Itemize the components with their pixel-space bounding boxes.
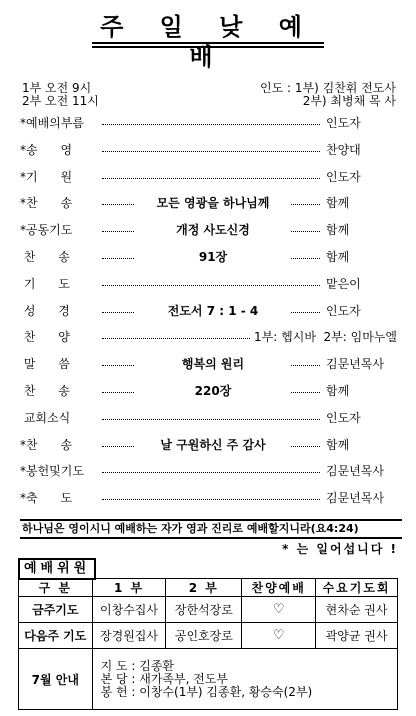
order-item	[20, 142, 400, 158]
order-item	[20, 169, 400, 185]
table-header: 구 분	[19, 579, 93, 597]
leader-dots	[102, 151, 320, 152]
order-item-label: 말 씀	[20, 357, 70, 372]
heart-icon: ♡	[242, 623, 316, 649]
order-item-label: *축 도	[20, 491, 73, 506]
order-item-role: 인도자	[326, 303, 361, 318]
order-item-detail: 개정 사도신경	[135, 222, 291, 238]
order-item-label: 찬 송	[20, 384, 70, 398]
table-header: 2 부	[166, 579, 242, 597]
table-row	[19, 623, 398, 649]
order-item	[20, 276, 400, 292]
leader-second: 2부) 최병채 목 사	[302, 94, 396, 108]
leader-dots	[102, 178, 320, 179]
order-item	[20, 356, 400, 372]
notice-content	[92, 649, 397, 710]
order-item-detail: 행복의 원리	[135, 356, 291, 372]
order-item-role: 함께	[326, 223, 350, 238]
scripture-verse: 하나님은 영이시니 예배하는 자가 영과 진리로 예배할지니라(요4:24)	[20, 519, 402, 539]
notice-line: 본 당 : 새가족부, 전도부	[100, 671, 229, 686]
order-item-detail: 91장	[135, 249, 291, 265]
order-item-detail: 1부: 헵시바 2부: 임마누엘	[251, 329, 400, 345]
order-item	[20, 490, 400, 506]
table-header-row	[19, 579, 398, 597]
leader-dots	[102, 472, 320, 473]
cell-first-service: 장경원집사	[92, 623, 166, 649]
order-item-detail: 날 구원하신 주 감사	[135, 437, 291, 453]
order-item	[20, 437, 400, 453]
order-item	[20, 222, 400, 238]
page-title: 주 일 낮 예 배	[100, 13, 316, 71]
order-item-label: *공동기도	[20, 223, 73, 238]
order-item-role: 김문년목사	[326, 357, 384, 372]
table-row	[19, 597, 398, 623]
order-item	[20, 195, 400, 211]
order-item-label: 성 경	[20, 303, 70, 318]
order-item-label: *예배의부름	[20, 116, 84, 130]
leader-dots	[102, 285, 320, 286]
order-item-label: *찬 송	[20, 437, 73, 452]
order-item-label: 찬 양	[20, 330, 70, 345]
leader-dots	[102, 499, 320, 500]
order-item-role: 인도자	[326, 116, 361, 130]
row-label: 금주기도	[19, 597, 93, 623]
leader-dots	[102, 124, 320, 125]
cell-first-service: 이창수집사	[92, 597, 166, 623]
order-item-detail: 전도서 7 : 1 - 4	[135, 303, 291, 319]
order-item-label: *기 원	[20, 169, 73, 184]
table-header: 수요기도회	[316, 579, 398, 597]
row-label: 다음주 기도	[19, 623, 93, 649]
order-item	[20, 410, 400, 426]
service-time-first: 1부 오전 9시	[22, 81, 92, 95]
order-item-label: *찬 송	[20, 196, 73, 211]
title-underline-2	[92, 46, 324, 48]
notice-line: 지 도 : 김종환	[100, 658, 175, 673]
title-underline	[92, 42, 324, 44]
service-time-second: 2부 오전 11시	[22, 94, 99, 108]
cell-second-service: 장한석장로	[166, 597, 242, 623]
order-item-role: 함께	[326, 196, 350, 211]
notice-row	[19, 649, 398, 710]
committee-table	[18, 578, 398, 710]
order-item-role: 찬양대	[326, 142, 361, 157]
order-item	[20, 303, 400, 319]
order-item-label: 교회소식	[20, 410, 71, 425]
table-header: 1 부	[92, 579, 166, 597]
leader-first: 인도 : 1부) 김찬휘 전도사	[260, 81, 396, 95]
order-item-label: *봉헌및기도	[20, 464, 84, 479]
committee-title: 예배위원	[18, 558, 96, 580]
stand-note: * 는 일어섭니다 !	[282, 542, 398, 556]
table-header: 찬양예배	[242, 579, 316, 597]
order-item-detail: 모든 영광을 하나님께	[135, 195, 291, 211]
order-item	[20, 383, 400, 399]
cell-wednesday: 현차순 권사	[316, 597, 398, 623]
order-item-label: 기 도	[20, 276, 70, 291]
order-item	[20, 463, 400, 479]
cell-wednesday: 곽양균 권사	[316, 623, 398, 649]
order-item-role: 김문년목사	[326, 491, 384, 506]
notice-label: 7월 안내	[19, 649, 93, 710]
notice-line: 봉 헌 : 이창수(1부) 김종환, 황승숙(2부)	[100, 684, 313, 699]
order-item-role: 함께	[326, 250, 350, 264]
order-item-role: 함께	[326, 437, 350, 452]
order-item-role: 함께	[326, 384, 350, 398]
order-item	[20, 329, 400, 345]
order-item-label: *송 영	[20, 142, 73, 157]
cell-second-service: 공인호장로	[166, 623, 242, 649]
order-item-label: 찬 송	[20, 250, 70, 264]
order-item-role: 인도자	[326, 169, 361, 184]
order-item-role: 김문년목사	[326, 464, 384, 479]
order-item-role: 인도자	[326, 410, 361, 425]
heart-icon: ♡	[242, 597, 316, 623]
order-item	[20, 249, 400, 265]
order-item	[20, 115, 400, 131]
order-item-detail: 220장	[135, 383, 291, 399]
leader-dots	[102, 419, 320, 420]
order-item-role: 맡은이	[326, 276, 361, 291]
